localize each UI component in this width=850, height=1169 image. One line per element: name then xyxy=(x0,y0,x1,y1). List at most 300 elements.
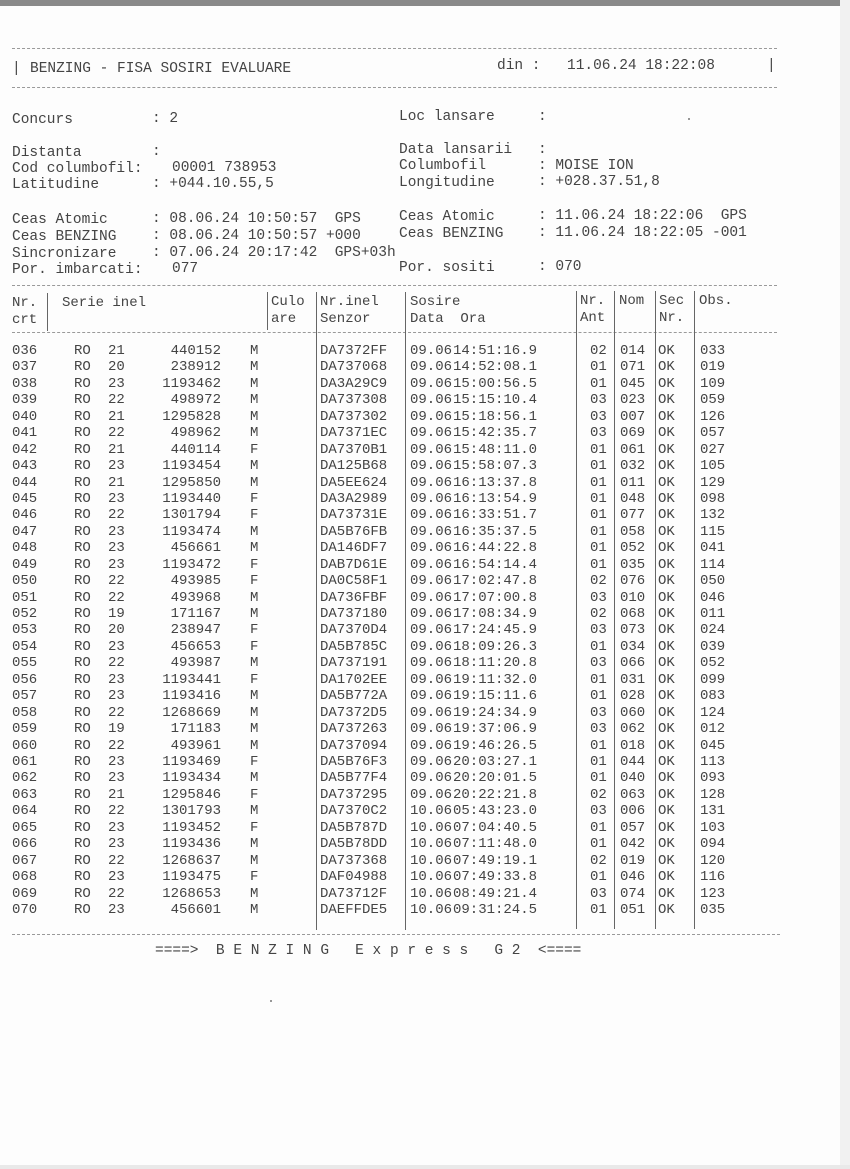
ring-number: 1295850 xyxy=(162,475,221,491)
ring-year: 23 xyxy=(108,557,125,573)
ceas-atomic-start-value: : 08.06.24 10:50:57 GPS xyxy=(152,211,361,227)
sec-status: OK xyxy=(658,590,675,606)
sex: F xyxy=(250,787,259,803)
arrival-date: 09.06 xyxy=(410,573,453,589)
sec-status: OK xyxy=(658,787,675,803)
arrival-time: 19:11:32.0 xyxy=(453,672,538,688)
table-row xyxy=(0,557,850,574)
porumbei-sositi-value: : 070 xyxy=(538,259,582,275)
obs-number: 027 xyxy=(700,442,726,458)
nom-number: 068 xyxy=(620,606,646,622)
report-date-label: din : xyxy=(497,58,541,74)
obs-number: 120 xyxy=(700,853,726,869)
sincronizare-value: : 07.06.24 20:17:42 GPS+03h xyxy=(152,245,396,261)
table-row xyxy=(0,770,850,787)
obs-number: 109 xyxy=(700,376,726,392)
sec-status: OK xyxy=(658,442,675,458)
table-row xyxy=(0,622,850,639)
ceas-benzing-start-value: : 08.06.24 10:50:57 +000 xyxy=(152,228,361,244)
antenna-number: 02 xyxy=(590,606,607,622)
col-sosire-header: Sosire xyxy=(410,294,461,310)
porumbei-imbarcati-value: 077 xyxy=(172,261,199,277)
sec-status: OK xyxy=(658,425,675,441)
arrival-time: 19:46:26.5 xyxy=(453,738,538,754)
sensor-ring: DA5B787D xyxy=(320,820,388,836)
arrival-date: 09.06 xyxy=(410,770,453,786)
nom-number: 006 xyxy=(620,803,646,819)
row-number: 039 xyxy=(12,392,38,408)
sensor-ring: DA7372FF xyxy=(320,343,388,359)
sex: M xyxy=(250,803,259,819)
table-row xyxy=(0,738,850,755)
obs-number: 099 xyxy=(700,672,726,688)
scan-top-edge xyxy=(0,0,850,6)
sec-status: OK xyxy=(658,721,675,737)
sensor-ring: DA146DF7 xyxy=(320,540,388,556)
ring-number: 456661 xyxy=(170,540,221,556)
antenna-number: 01 xyxy=(590,540,607,556)
ring-country: RO xyxy=(74,442,91,458)
ring-country: RO xyxy=(74,803,91,819)
row-number: 059 xyxy=(12,721,38,737)
nom-number: 052 xyxy=(620,540,646,556)
obs-number: 126 xyxy=(700,409,726,425)
sex: M xyxy=(250,738,259,754)
loc-lansare-label: Loc lansare xyxy=(399,109,495,125)
arrival-time: 17:24:45.9 xyxy=(453,622,538,638)
sensor-ring: DA737263 xyxy=(320,721,388,737)
ring-year: 23 xyxy=(108,836,125,852)
arrival-date: 10.06 xyxy=(410,803,453,819)
longitudine-label: Longitudine xyxy=(399,175,495,191)
ring-year: 22 xyxy=(108,853,125,869)
sec-status: OK xyxy=(658,507,675,523)
row-number: 049 xyxy=(12,557,38,573)
distanta-value: : xyxy=(152,144,161,160)
nom-number: 032 xyxy=(620,458,646,474)
obs-number: 129 xyxy=(700,475,726,491)
arrival-time: 15:42:35.7 xyxy=(453,425,538,441)
sex: F xyxy=(250,869,259,885)
nom-number: 042 xyxy=(620,836,646,852)
sec-status: OK xyxy=(658,359,675,375)
arrival-date: 09.06 xyxy=(410,655,453,671)
ring-country: RO xyxy=(74,754,91,770)
antenna-number: 01 xyxy=(590,491,607,507)
row-number: 070 xyxy=(12,902,38,918)
row-number: 065 xyxy=(12,820,38,836)
ring-year: 22 xyxy=(108,573,125,589)
antenna-number: 02 xyxy=(590,573,607,589)
arrival-date: 09.06 xyxy=(410,787,453,803)
arrival-time: 19:15:11.6 xyxy=(453,688,538,704)
sex: M xyxy=(250,705,259,721)
table-row xyxy=(0,606,850,623)
antenna-number: 01 xyxy=(590,770,607,786)
ring-number: 1295828 xyxy=(162,409,221,425)
col-separator xyxy=(267,292,268,330)
obs-number: 098 xyxy=(700,491,726,507)
row-number: 041 xyxy=(12,425,38,441)
obs-number: 046 xyxy=(700,590,726,606)
arrival-date: 09.06 xyxy=(410,524,453,540)
sensor-ring: DA737308 xyxy=(320,392,388,408)
nom-number: 018 xyxy=(620,738,646,754)
arrival-time: 16:54:14.4 xyxy=(453,557,538,573)
sex: M xyxy=(250,655,259,671)
arrival-date: 09.06 xyxy=(410,507,453,523)
arrival-date: 09.06 xyxy=(410,672,453,688)
ring-country: RO xyxy=(74,886,91,902)
row-number: 051 xyxy=(12,590,38,606)
ring-number: 1193454 xyxy=(162,458,221,474)
nom-number: 051 xyxy=(620,902,646,918)
table-row xyxy=(0,754,850,771)
ring-country: RO xyxy=(74,557,91,573)
ring-year: 23 xyxy=(108,902,125,918)
ceas-benzing-start-label: Ceas BENZING xyxy=(12,229,117,245)
porumbei-imbarcati-label: Por. imbarcati: xyxy=(12,262,143,278)
ring-year: 23 xyxy=(108,869,125,885)
obs-number: 041 xyxy=(700,540,726,556)
obs-number: 039 xyxy=(700,639,726,655)
ceas-benzing-end-label: Ceas BENZING xyxy=(399,226,504,242)
sex: M xyxy=(250,836,259,852)
sex: F xyxy=(250,573,259,589)
sensor-ring: DA7370C2 xyxy=(320,803,388,819)
concurs-value: : 2 xyxy=(152,111,179,127)
nom-number: 069 xyxy=(620,425,646,441)
obs-number: 083 xyxy=(700,688,726,704)
row-number: 037 xyxy=(12,359,38,375)
arrival-time: 16:33:51.7 xyxy=(453,507,538,523)
arrival-time: 16:35:37.5 xyxy=(453,524,538,540)
data-lansarii-value: : xyxy=(538,142,547,158)
ring-country: RO xyxy=(74,425,91,441)
antenna-number: 01 xyxy=(590,688,607,704)
antenna-number: 01 xyxy=(590,507,607,523)
col-nom-header: Nom xyxy=(619,293,645,309)
row-number: 047 xyxy=(12,524,38,540)
ring-number: 1193434 xyxy=(162,770,221,786)
nom-number: 007 xyxy=(620,409,646,425)
obs-number: 033 xyxy=(700,343,726,359)
distanta-label: Distanta xyxy=(12,145,82,161)
obs-number: 103 xyxy=(700,820,726,836)
row-number: 053 xyxy=(12,622,38,638)
footer-banner: ====> B E N Z I N G E x p r e s s G 2 <==== xyxy=(155,943,582,959)
table-row xyxy=(0,853,850,870)
arrival-time: 17:02:47.8 xyxy=(453,573,538,589)
ring-country: RO xyxy=(74,540,91,556)
columbofil-value: : MOISE ION xyxy=(538,158,634,174)
ring-year: 23 xyxy=(108,672,125,688)
obs-number: 113 xyxy=(700,754,726,770)
antenna-number: 03 xyxy=(590,655,607,671)
sex: M xyxy=(250,886,259,902)
table-row xyxy=(0,886,850,903)
nom-number: 040 xyxy=(620,770,646,786)
report-title: BENZING - FISA SOSIRI EVALUARE xyxy=(30,61,292,77)
ring-country: RO xyxy=(74,672,91,688)
sensor-ring: DA5B76FB xyxy=(320,524,388,540)
sec-status: OK xyxy=(658,540,675,556)
nom-number: 031 xyxy=(620,672,646,688)
arrival-time: 15:48:11.0 xyxy=(453,442,538,458)
col-ant-header-sub: Ant xyxy=(580,310,606,326)
ring-number: 1193452 xyxy=(162,820,221,836)
nom-number: 066 xyxy=(620,655,646,671)
obs-number: 035 xyxy=(700,902,726,918)
sex: F xyxy=(250,507,259,523)
col-sec-header: Sec xyxy=(659,293,685,309)
ring-number: 1193441 xyxy=(162,672,221,688)
ring-number: 493987 xyxy=(170,655,221,671)
col-culoare-header-sub: are xyxy=(271,311,297,327)
antenna-number: 03 xyxy=(590,590,607,606)
arrival-date: 09.06 xyxy=(410,721,453,737)
antenna-number: 03 xyxy=(590,705,607,721)
latitudine-label: Latitudine xyxy=(12,177,100,193)
row-number: 067 xyxy=(12,853,38,869)
antenna-number: 01 xyxy=(590,820,607,836)
col-obs-header: Obs. xyxy=(699,293,733,309)
ring-country: RO xyxy=(74,343,91,359)
sensor-ring: DA5B78DD xyxy=(320,836,388,852)
nom-number: 011 xyxy=(620,475,646,491)
nom-number: 019 xyxy=(620,853,646,869)
sex: M xyxy=(250,688,259,704)
nom-number: 014 xyxy=(620,343,646,359)
ring-number: 1193436 xyxy=(162,836,221,852)
ring-number: 493968 xyxy=(170,590,221,606)
nom-number: 073 xyxy=(620,622,646,638)
arrival-time: 15:18:56.1 xyxy=(453,409,538,425)
ring-country: RO xyxy=(74,409,91,425)
col-separator xyxy=(47,293,48,331)
row-number: 058 xyxy=(12,705,38,721)
row-number: 057 xyxy=(12,688,38,704)
ring-year: 19 xyxy=(108,606,125,622)
antenna-number: 01 xyxy=(590,639,607,655)
arrival-date: 10.06 xyxy=(410,820,453,836)
columbofil-label: Columbofil xyxy=(399,158,487,174)
table-row xyxy=(0,442,850,459)
arrival-date: 09.06 xyxy=(410,458,453,474)
table-row xyxy=(0,524,850,541)
ring-year: 22 xyxy=(108,655,125,671)
sensor-ring: DA73712F xyxy=(320,886,388,902)
arrival-time: 18:11:20.8 xyxy=(453,655,538,671)
arrival-time: 20:22:21.8 xyxy=(453,787,538,803)
arrival-date: 10.06 xyxy=(410,886,453,902)
ring-number: 238912 xyxy=(170,359,221,375)
nom-number: 060 xyxy=(620,705,646,721)
sex: M xyxy=(250,359,259,375)
nom-number: 058 xyxy=(620,524,646,540)
ring-country: RO xyxy=(74,392,91,408)
arrival-time: 08:49:21.4 xyxy=(453,886,538,902)
col-sosire-header-sub: Data Ora xyxy=(410,311,486,327)
table-row xyxy=(0,672,850,689)
ring-number: 440152 xyxy=(170,343,221,359)
row-number: 062 xyxy=(12,770,38,786)
nom-number: 061 xyxy=(620,442,646,458)
ring-number: 456653 xyxy=(170,639,221,655)
arrival-time: 17:07:00.8 xyxy=(453,590,538,606)
ring-year: 23 xyxy=(108,820,125,836)
arrival-date: 09.06 xyxy=(410,409,453,425)
sex: M xyxy=(250,524,259,540)
sensor-ring: DA5B772A xyxy=(320,688,388,704)
obs-number: 116 xyxy=(700,869,726,885)
table-row xyxy=(0,820,850,837)
arrival-time: 19:24:34.9 xyxy=(453,705,538,721)
ring-year: 20 xyxy=(108,622,125,638)
ring-number: 1193462 xyxy=(162,376,221,392)
nom-number: 010 xyxy=(620,590,646,606)
ring-number: 1193416 xyxy=(162,688,221,704)
row-number: 066 xyxy=(12,836,38,852)
ring-country: RO xyxy=(74,573,91,589)
row-number: 054 xyxy=(12,639,38,655)
sensor-ring: DA737368 xyxy=(320,853,388,869)
sec-status: OK xyxy=(658,557,675,573)
antenna-number: 03 xyxy=(590,409,607,425)
latitudine-value: : +044.10.55,5 xyxy=(152,176,274,192)
ring-year: 23 xyxy=(108,376,125,392)
antenna-number: 01 xyxy=(590,442,607,458)
sex: M xyxy=(250,902,259,918)
arrival-time: 20:03:27.1 xyxy=(453,754,538,770)
table-row xyxy=(0,902,850,919)
table-row xyxy=(0,376,850,393)
antenna-number: 03 xyxy=(590,886,607,902)
ring-year: 21 xyxy=(108,343,125,359)
col-serie-header: Serie inel xyxy=(62,295,147,311)
sec-status: OK xyxy=(658,409,675,425)
ring-year: 21 xyxy=(108,409,125,425)
sex: F xyxy=(250,491,259,507)
ring-number: 440114 xyxy=(170,442,221,458)
row-number: 045 xyxy=(12,491,38,507)
header-right-bar: | xyxy=(767,58,776,74)
table-row xyxy=(0,409,850,426)
sensor-ring: DA7372D5 xyxy=(320,705,388,721)
obs-number: 052 xyxy=(700,655,726,671)
ring-number: 1268669 xyxy=(162,705,221,721)
ring-year: 22 xyxy=(108,507,125,523)
ring-country: RO xyxy=(74,622,91,638)
table-row xyxy=(0,540,850,557)
arrival-date: 09.06 xyxy=(410,376,453,392)
obs-number: 050 xyxy=(700,573,726,589)
header-top-rule xyxy=(12,48,777,49)
sec-status: OK xyxy=(658,738,675,754)
ring-year: 21 xyxy=(108,787,125,803)
ring-country: RO xyxy=(74,787,91,803)
ring-year: 23 xyxy=(108,754,125,770)
ring-year: 19 xyxy=(108,721,125,737)
sec-status: OK xyxy=(658,392,675,408)
arrival-date: 09.06 xyxy=(410,491,453,507)
row-number: 042 xyxy=(12,442,38,458)
sensor-ring: DA737191 xyxy=(320,655,388,671)
antenna-number: 03 xyxy=(590,721,607,737)
ring-year: 21 xyxy=(108,475,125,491)
arrival-time: 05:43:23.0 xyxy=(453,803,538,819)
nom-number: 048 xyxy=(620,491,646,507)
sec-status: OK xyxy=(658,573,675,589)
arrival-time: 15:15:10.4 xyxy=(453,392,538,408)
sex: M xyxy=(250,425,259,441)
sec-status: OK xyxy=(658,705,675,721)
table-row xyxy=(0,343,850,360)
antenna-number: 03 xyxy=(590,392,607,408)
speck xyxy=(270,1000,272,1002)
sex: F xyxy=(250,442,259,458)
sec-status: OK xyxy=(658,376,675,392)
ring-year: 22 xyxy=(108,705,125,721)
sec-status: OK xyxy=(658,672,675,688)
antenna-number: 01 xyxy=(590,738,607,754)
arrival-date: 09.06 xyxy=(410,425,453,441)
antenna-number: 03 xyxy=(590,425,607,441)
sec-status: OK xyxy=(658,524,675,540)
ring-country: RO xyxy=(74,738,91,754)
ring-country: RO xyxy=(74,524,91,540)
obs-number: 012 xyxy=(700,721,726,737)
table-row xyxy=(0,359,850,376)
nom-number: 074 xyxy=(620,886,646,902)
antenna-number: 01 xyxy=(590,557,607,573)
table-row xyxy=(0,425,850,442)
ring-country: RO xyxy=(74,491,91,507)
arrival-date: 09.06 xyxy=(410,754,453,770)
table-header-bottom-rule xyxy=(12,332,777,333)
table-row xyxy=(0,491,850,508)
sec-status: OK xyxy=(658,475,675,491)
ceas-atomic-end-label: Ceas Atomic xyxy=(399,209,495,225)
row-number: 036 xyxy=(12,343,38,359)
table-row xyxy=(0,590,850,607)
table-row xyxy=(0,507,850,524)
ring-country: RO xyxy=(74,606,91,622)
row-number: 052 xyxy=(12,606,38,622)
data-lansarii-label: Data lansarii xyxy=(399,142,513,158)
arrival-time: 07:49:33.8 xyxy=(453,869,538,885)
nom-number: 077 xyxy=(620,507,646,523)
nom-number: 063 xyxy=(620,787,646,803)
obs-number: 045 xyxy=(700,738,726,754)
arrival-date: 09.06 xyxy=(410,622,453,638)
arrival-time: 09:31:24.5 xyxy=(453,902,538,918)
ring-country: RO xyxy=(74,376,91,392)
arrival-date: 09.06 xyxy=(410,343,453,359)
ring-country: RO xyxy=(74,639,91,655)
arrival-date: 10.06 xyxy=(410,836,453,852)
antenna-number: 02 xyxy=(590,853,607,869)
col-nr-header: Nr. xyxy=(12,295,38,311)
antenna-number: 01 xyxy=(590,836,607,852)
sec-status: OK xyxy=(658,458,675,474)
obs-number: 124 xyxy=(700,705,726,721)
antenna-number: 03 xyxy=(590,803,607,819)
sex: M xyxy=(250,458,259,474)
ring-country: RO xyxy=(74,688,91,704)
sincronizare-label: Sincronizare xyxy=(12,246,117,262)
sex: M xyxy=(250,392,259,408)
